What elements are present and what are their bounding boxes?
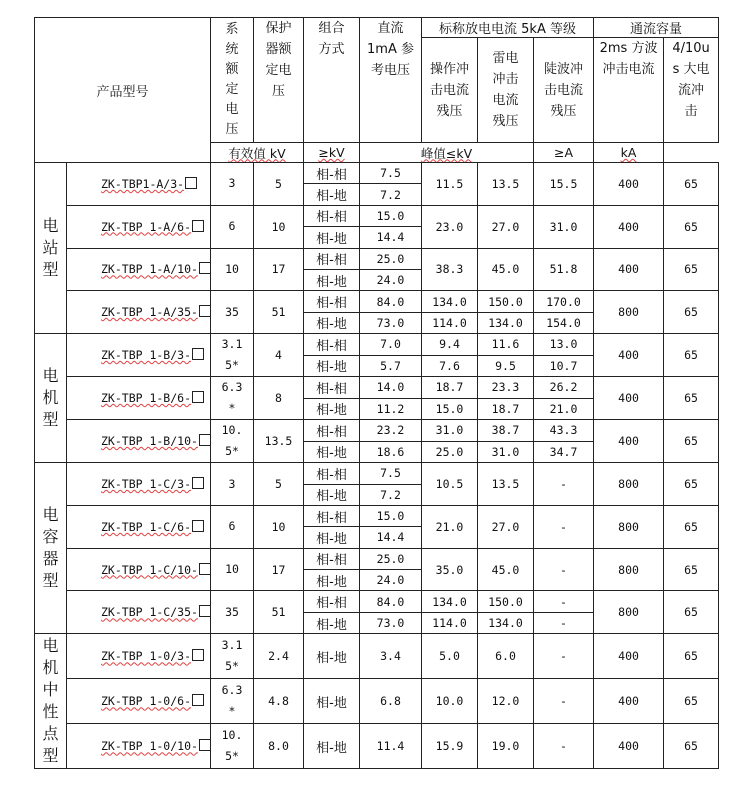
residual-value: 38.7 [478,420,534,442]
residual-value: 35.0 [422,548,478,591]
residual-value: 21.0 [534,398,594,420]
product-model-text: ZK-TBP 1-A/6- [101,219,192,234]
residual-value: 51.8 [534,248,594,291]
system-voltage: 6 [211,205,254,248]
residual-value: 15.9 [422,724,478,769]
unit-ampere: ≥A [534,143,594,163]
combination: 相-相 [304,591,360,612]
product-model-text: ZK-TBP 1-B/3- [101,348,192,363]
checkbox-square-icon [199,434,211,446]
system-voltage: 35 [211,591,254,634]
ka-value: 65 [664,724,719,769]
combination: 相-相 [304,463,360,484]
table-row [35,291,719,312]
ka-value: 65 [664,505,719,548]
system-voltage: 3 [211,463,254,506]
residual-value: 10.0 [422,679,478,724]
residual-value: 26.2 [534,377,594,399]
unit-kiloampere: kA [594,143,664,163]
ms-wave-value: 400 [594,205,664,248]
unit-dc-kv: ≥kV [304,143,360,163]
residual-value: 134.0 [422,291,478,312]
dc-reference-value: 14.4 [360,227,422,248]
protector-voltage: 51 [254,291,304,334]
residual-value: 134.0 [478,612,534,633]
dc-reference-value: 7.5 [360,463,422,484]
residual-value: 18.7 [478,398,534,420]
header-4-10us-impulse: 4/10u s 大电 流冲 击 [664,38,719,143]
dc-reference-value: 11.4 [360,724,422,769]
product-model [67,334,211,377]
residual-value: 7.6 [422,355,478,377]
header-switching-residual: 操作冲 击电流 残压 [422,38,478,143]
product-model-text: ZK-TBP 1-A/10- [101,262,198,277]
residual-value: 23.0 [422,205,478,248]
checkbox-square-icon [192,694,204,706]
residual-value: - [534,548,594,591]
table-row [35,505,719,526]
protector-voltage: 17 [254,248,304,291]
residual-value: - [534,634,594,679]
combination: 相-地 [304,441,360,463]
residual-value: 13.5 [478,163,534,206]
residual-value: 31.0 [478,441,534,463]
residual-value: 19.0 [478,724,534,769]
residual-value: 31.0 [534,205,594,248]
ka-value: 65 [664,420,719,463]
header-2ms-square-wave: 2ms 方波 冲击电流 [594,38,664,143]
product-model [67,377,211,420]
system-voltage: 6.3 * [211,377,254,420]
dc-reference-value: 25.0 [360,548,422,569]
dc-reference-value: 6.8 [360,679,422,724]
ms-wave-value: 400 [594,377,664,420]
residual-value: 6.0 [478,634,534,679]
residual-value: 134.0 [422,591,478,612]
residual-value: 45.0 [478,548,534,591]
dc-reference-value: 14.0 [360,377,422,399]
checkbox-square-icon [199,305,211,317]
ms-wave-value: 800 [594,463,664,506]
checkbox-square-icon [192,477,204,489]
residual-value: 13.5 [478,463,534,506]
residual-value: - [534,591,594,612]
residual-value: 9.5 [478,355,534,377]
combination: 相-相 [304,548,360,569]
protector-voltage: 4.8 [254,679,304,724]
residual-value: 114.0 [422,312,478,333]
dc-reference-value: 25.0 [360,248,422,269]
dc-reference-value: 15.0 [360,205,422,226]
ms-wave-value: 400 [594,334,664,377]
system-voltage: 3.1 5* [211,634,254,679]
ka-value: 65 [664,679,719,724]
residual-value: - [534,679,594,724]
residual-value: 10.5 [422,463,478,506]
combination: 相-相 [304,334,360,356]
dc-reference-value: 11.2 [360,398,422,420]
protector-voltage: 10 [254,505,304,548]
residual-value: 170.0 [534,291,594,312]
table-row [35,724,719,769]
residual-value: 38.3 [422,248,478,291]
product-model [67,420,211,463]
residual-value: - [534,724,594,769]
ms-wave-value: 800 [594,505,664,548]
product-model-text: ZK-TBP 1-A/35- [101,305,198,320]
table-row [35,248,719,269]
product-model-text: ZK-TBP1-A/3- [101,176,185,191]
residual-value: - [534,505,594,548]
product-model [67,548,211,591]
product-model-text: ZK-TBP 1-0/10- [101,739,198,754]
table-row [35,679,719,724]
residual-value: - [534,463,594,506]
dc-reference-value: 24.0 [360,269,422,290]
ms-wave-value: 800 [594,291,664,334]
combination: 相-相 [304,291,360,312]
unit-rms-kv: 有效值 kV [211,143,304,163]
table-row [35,377,719,399]
header-flow-capacity-group: 通流容量 [594,18,719,38]
dc-reference-value: 84.0 [360,291,422,312]
category-label: 电 站 型 [35,163,67,334]
ms-wave-value: 800 [594,591,664,634]
header-lightning-residual: 雷电 冲击 电流 残压 [478,38,534,143]
table-row [35,334,719,356]
combination: 相-地 [304,312,360,333]
ms-wave-value: 400 [594,634,664,679]
residual-value: 13.0 [534,334,594,356]
category-label: 电 机 型 [35,334,67,463]
combination: 相-地 [304,398,360,420]
combination: 相-地 [304,184,360,205]
unit-peak-kv: 峰值≤kV [360,143,534,163]
ka-value: 65 [664,163,719,206]
header-protector-rated-voltage: 保护 器额 定电 压 [254,18,304,143]
residual-value: 31.0 [422,420,478,442]
residual-value: 27.0 [478,505,534,548]
protector-voltage: 51 [254,591,304,634]
system-voltage: 10 [211,248,254,291]
protector-voltage: 17 [254,548,304,591]
protector-voltage: 5 [254,163,304,206]
residual-value: 134.0 [478,312,534,333]
combination: 相-地 [304,612,360,633]
dc-reference-value: 73.0 [360,612,422,633]
combination: 相-相 [304,505,360,526]
residual-value: 150.0 [478,591,534,612]
product-model-text: ZK-TBP 1-C/3- [101,477,192,492]
product-model [67,679,211,724]
product-model [67,591,211,634]
protector-voltage: 13.5 [254,420,304,463]
dc-reference-value: 14.4 [360,527,422,548]
checkbox-square-icon [192,649,204,661]
category-label: 电 容 器 型 [35,463,67,634]
product-model [67,724,211,769]
product-model-text: ZK-TBP 1-0/6- [101,694,192,709]
ka-value: 65 [664,291,719,334]
protector-voltage: 4 [254,334,304,377]
header-dc-reference-voltage: 直流 1mA 参 考电压 [360,18,422,143]
dc-reference-value: 7.0 [360,334,422,356]
ms-wave-value: 400 [594,420,664,463]
residual-value: 150.0 [478,291,534,312]
checkbox-square-icon [199,605,211,617]
ka-value: 65 [664,334,719,377]
combination: 相-地 [304,227,360,248]
residual-value: 11.5 [422,163,478,206]
combination: 相-地 [304,355,360,377]
product-model-text: ZK-TBP 1-C/6- [101,519,192,534]
product-model [67,463,211,506]
table-row [35,548,719,569]
system-voltage: 3 [211,163,254,206]
checkbox-square-icon [199,739,211,751]
protector-voltage: 5 [254,463,304,506]
header-combination: 组合 方式 [304,18,360,143]
residual-value: 10.7 [534,355,594,377]
residual-value: 5.0 [422,634,478,679]
dc-reference-value: 7.2 [360,184,422,205]
checkbox-square-icon [192,520,204,532]
system-voltage: 3.1 5* [211,334,254,377]
system-voltage: 6 [211,505,254,548]
ms-wave-value: 400 [594,724,664,769]
dc-reference-value: 84.0 [360,591,422,612]
ms-wave-value: 800 [594,548,664,591]
table-row [35,634,719,679]
system-voltage: 10. 5* [211,724,254,769]
ka-value: 65 [664,591,719,634]
residual-value: 114.0 [422,612,478,633]
category-label: 电 机 中 性 点 型 [35,634,67,769]
ka-value: 65 [664,205,719,248]
product-model [67,634,211,679]
residual-value: 12.0 [478,679,534,724]
table-row [35,163,719,184]
combination: 相-地 [304,484,360,505]
residual-value: 34.7 [534,441,594,463]
product-model [67,163,211,206]
dc-reference-value: 3.4 [360,634,422,679]
header-steep-residual: 陡波冲 击电流 残压 [534,38,594,143]
protector-voltage: 8.0 [254,724,304,769]
combination: 相-相 [304,163,360,184]
combination: 相-地 [304,679,360,724]
residual-value: 18.7 [422,377,478,399]
dc-reference-value: 5.7 [360,355,422,377]
residual-value: 23.3 [478,377,534,399]
ka-value: 65 [664,248,719,291]
combination: 相-相 [304,420,360,442]
dc-reference-value: 24.0 [360,570,422,591]
ka-value: 65 [664,548,719,591]
ms-wave-value: 400 [594,679,664,724]
product-model [67,205,211,248]
table-row [35,205,719,226]
ms-wave-value: 400 [594,248,664,291]
dc-reference-value: 7.2 [360,484,422,505]
product-model [67,248,211,291]
header-system-rated-voltage: 系 统 额 定 电 压 [211,18,254,143]
table-row [35,591,719,612]
ka-value: 65 [664,634,719,679]
product-model-text: ZK-TBP 1-C/35- [101,605,198,620]
product-model-text: ZK-TBP 1-0/3- [101,649,192,664]
checkbox-square-icon [199,563,211,575]
residual-value: 11.6 [478,334,534,356]
ka-value: 65 [664,463,719,506]
checkbox-square-icon [192,220,204,232]
combination: 相-地 [304,269,360,290]
system-voltage: 10 [211,548,254,591]
combination: 相-地 [304,527,360,548]
checkbox-square-icon [199,262,211,274]
dc-reference-value: 18.6 [360,441,422,463]
checkbox-square-icon [192,348,204,360]
protector-voltage: 2.4 [254,634,304,679]
checkbox-square-icon [185,177,197,189]
arrester-spec-table [34,17,719,769]
combination: 相-相 [304,377,360,399]
protector-voltage: 10 [254,205,304,248]
dc-reference-value: 7.5 [360,163,422,184]
combination: 相-相 [304,248,360,269]
checkbox-square-icon [192,391,204,403]
table-row [35,463,719,484]
product-model [67,291,211,334]
residual-value: 15.5 [534,163,594,206]
system-voltage: 35 [211,291,254,334]
dc-reference-value: 15.0 [360,505,422,526]
residual-value: 27.0 [478,205,534,248]
combination: 相-地 [304,724,360,769]
residual-value: 25.0 [422,441,478,463]
system-voltage: 6.3 * [211,679,254,724]
dc-reference-value: 73.0 [360,312,422,333]
product-model-text: ZK-TBP 1-B/6- [101,391,192,406]
residual-value: 9.4 [422,334,478,356]
residual-value: 21.0 [422,505,478,548]
dc-reference-value: 23.2 [360,420,422,442]
system-voltage: 10. 5* [211,420,254,463]
combination: 相-地 [304,634,360,679]
header-product-model: 产品型号 [35,18,211,163]
residual-value: - [534,612,594,633]
table-row [35,420,719,442]
ka-value: 65 [664,377,719,420]
residual-value: 43.3 [534,420,594,442]
product-model-text: ZK-TBP 1-C/10- [101,562,198,577]
product-model-text: ZK-TBP 1-B/10- [101,434,198,449]
product-model [67,505,211,548]
residual-value: 45.0 [478,248,534,291]
header-residual-voltage-group: 标称放电电流 5kA 等级 [422,18,594,38]
protector-voltage: 8 [254,377,304,420]
ms-wave-value: 400 [594,163,664,206]
residual-value: 154.0 [534,312,594,333]
combination: 相-地 [304,570,360,591]
residual-value: 15.0 [422,398,478,420]
combination: 相-相 [304,205,360,226]
